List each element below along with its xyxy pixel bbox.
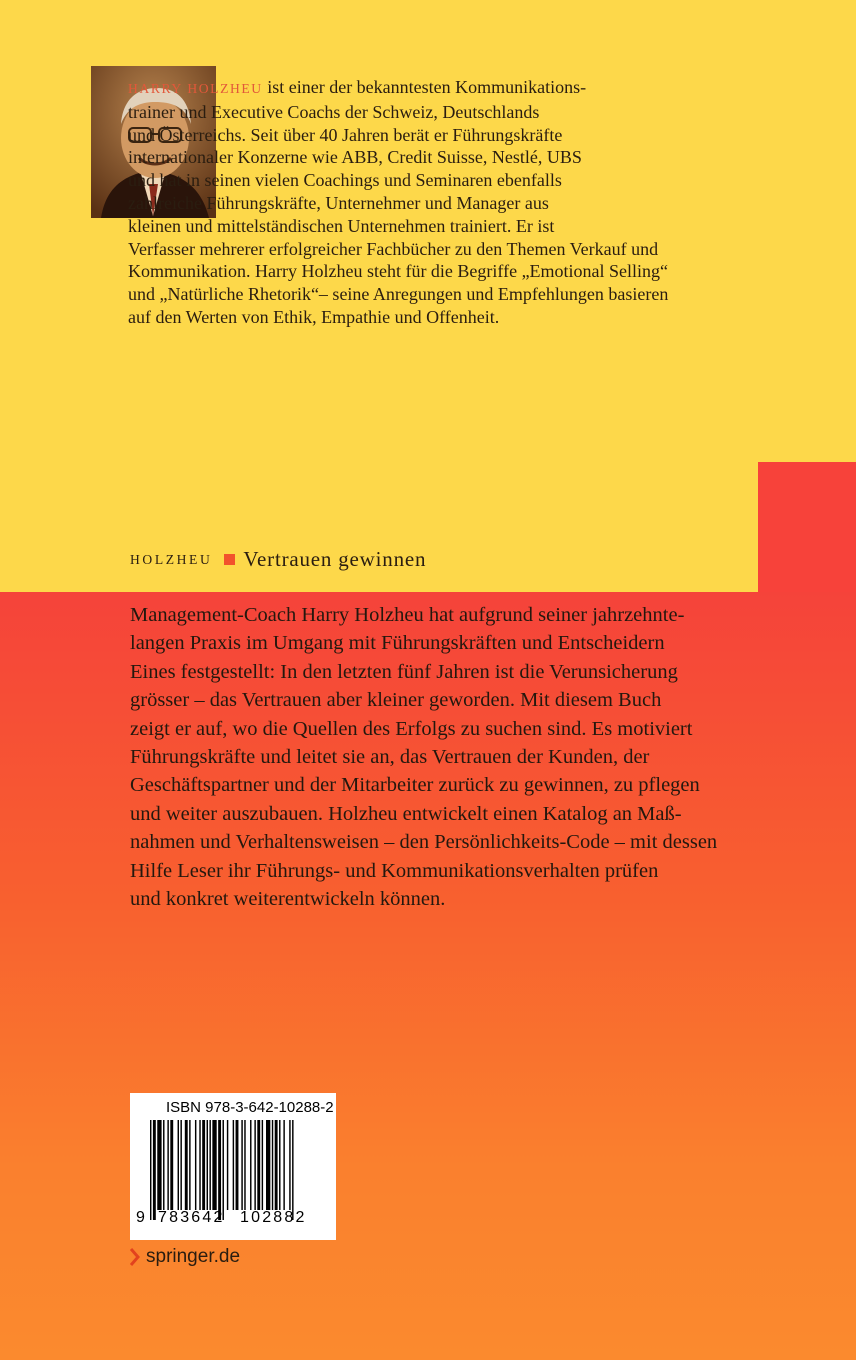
barcode-bar — [236, 1120, 239, 1210]
barcode-digits-right: 102882 — [240, 1209, 307, 1226]
bio-line: auf den Werten von Ethik, Empathie und Offenheit. — [128, 306, 500, 327]
barcode-bar — [223, 1120, 224, 1220]
blurb-line: Management-Coach Harry Holzheu hat aufgrund seiner jahrzehnte- — [130, 604, 685, 626]
barcode-bar — [244, 1120, 245, 1210]
barcode-bar — [212, 1120, 216, 1210]
barcode-bar — [279, 1120, 280, 1210]
barcode-bar — [178, 1120, 179, 1210]
bio-line: internationaler Konzerne wie ABB, Credit Suisse, Nestlé, UBS — [128, 147, 582, 168]
chevron-right-icon — [130, 1247, 140, 1267]
book-blurb — [130, 601, 790, 913]
barcode-bar — [199, 1120, 200, 1210]
barcode-bar — [153, 1120, 156, 1220]
bio-line: Verfasser mehrerer erfolgreicher Fachbücher zu den Themen Verkauf und — [128, 238, 659, 259]
bio-line: Kommunikation. Harry Holzheu steht für die Begriffe „Emotional Selling“ — [128, 261, 669, 282]
barcode-bar — [257, 1120, 260, 1210]
bio-line: kleinen und mittelständischen Unternehmen trainiert. Er ist — [128, 215, 555, 236]
blurb-line: Geschäftspartner und der Mitarbeiter zurück zu gewinnen, zu pflegen — [130, 774, 700, 797]
bio-line: zahlreiche Führungskräfte, Unternehmer und Manager aus — [128, 192, 549, 213]
author-bio — [128, 76, 728, 329]
barcode-bar — [266, 1120, 270, 1210]
blurb-line: langen Praxis im Umgang mit Führungskräften und Entscheidern — [130, 632, 665, 655]
barcode-bar — [185, 1120, 188, 1210]
blurb-line: nahmen und Verhaltensweisen – den Persönlichkeits-Code – mit dessen — [130, 831, 718, 854]
barcode-bar — [207, 1120, 208, 1210]
blurb-line: Hilfe Leser ihr Führungs- und Kommunikationsverhalten prüfen — [130, 859, 659, 882]
isbn-label: ISBN 978-3-642-10288-2 — [166, 1099, 334, 1116]
barcode-bar — [157, 1120, 161, 1210]
publisher-url: springer.de — [146, 1246, 241, 1267]
bio-line: und Österreichs. Seit über 40 Jahren berät er Führungskräfte — [128, 124, 563, 145]
blurb-line: Eines festgestellt: In den letzten fünf Jahren ist die Verunsicherung — [130, 660, 678, 683]
blurb-line: Führungskräfte und leitet sie an, das Vertrauen der Kunden, der — [130, 746, 650, 769]
barcode-bar — [150, 1120, 151, 1220]
bio-line: und „Natürliche Rhetorik“– seine Anregungen und Empfehlungen basieren — [128, 284, 669, 305]
barcode-digit-first: 9 — [136, 1209, 145, 1226]
barcode-bar — [289, 1120, 290, 1210]
barcode-bar — [209, 1120, 210, 1210]
author-name: HARRY HOLZHEU — [128, 81, 263, 96]
barcode-bar — [170, 1120, 173, 1210]
barcode-bar — [275, 1120, 278, 1210]
barcode-bar — [272, 1120, 273, 1210]
blurb-line: und konkret weiterentwickeln können. — [130, 888, 446, 911]
barcode-bar — [233, 1120, 234, 1210]
barcode-bar — [254, 1120, 255, 1210]
barcode-bar — [195, 1120, 196, 1210]
barcode-digits-left: 783642 — [158, 1209, 225, 1226]
blurb-line: zeigt er auf, wo die Quellen des Erfolgs zu suchen sind. Es motiviert — [130, 717, 693, 740]
bio-line — [128, 76, 728, 101]
bio-line: trainer und Executive Coachs der Schweiz, Deutschlands — [128, 101, 540, 122]
book-title: Vertrauen gewinnen — [243, 547, 427, 571]
bio-line: und hat in seinen vielen Coachings und Seminaren ebenfalls — [128, 170, 562, 191]
barcode-bar — [250, 1120, 251, 1210]
barcode-bar — [189, 1120, 190, 1210]
blurb-line: grösser – das Vertrauen aber kleiner geworden. Mit diesem Buch — [130, 689, 662, 712]
barcode-bar — [292, 1120, 293, 1220]
barcode-bar — [283, 1120, 284, 1210]
barcode-bar — [227, 1120, 228, 1210]
square-bullet-icon — [224, 554, 235, 565]
barcode-bar — [180, 1120, 181, 1210]
barcode-bar — [218, 1120, 221, 1220]
barcode-bar — [202, 1120, 205, 1210]
blurb-line: und weiter auszubauen. Holzheu entwickelt einen Katalog an Maß- — [130, 802, 682, 825]
barcode-bar — [262, 1120, 263, 1210]
publisher-link[interactable] — [130, 1246, 240, 1268]
series-author: HOLZHEU — [130, 551, 213, 567]
barcode-bar — [241, 1120, 242, 1210]
series-header — [130, 547, 426, 572]
red-tab-accent — [758, 462, 856, 594]
barcode-digits — [130, 1209, 336, 1233]
bio-text: ist einer der bekanntesten Kommunikations- — [262, 77, 587, 97]
barcode-bar — [167, 1120, 168, 1210]
isbn-barcode — [130, 1093, 336, 1240]
barcode-bar — [163, 1120, 164, 1210]
